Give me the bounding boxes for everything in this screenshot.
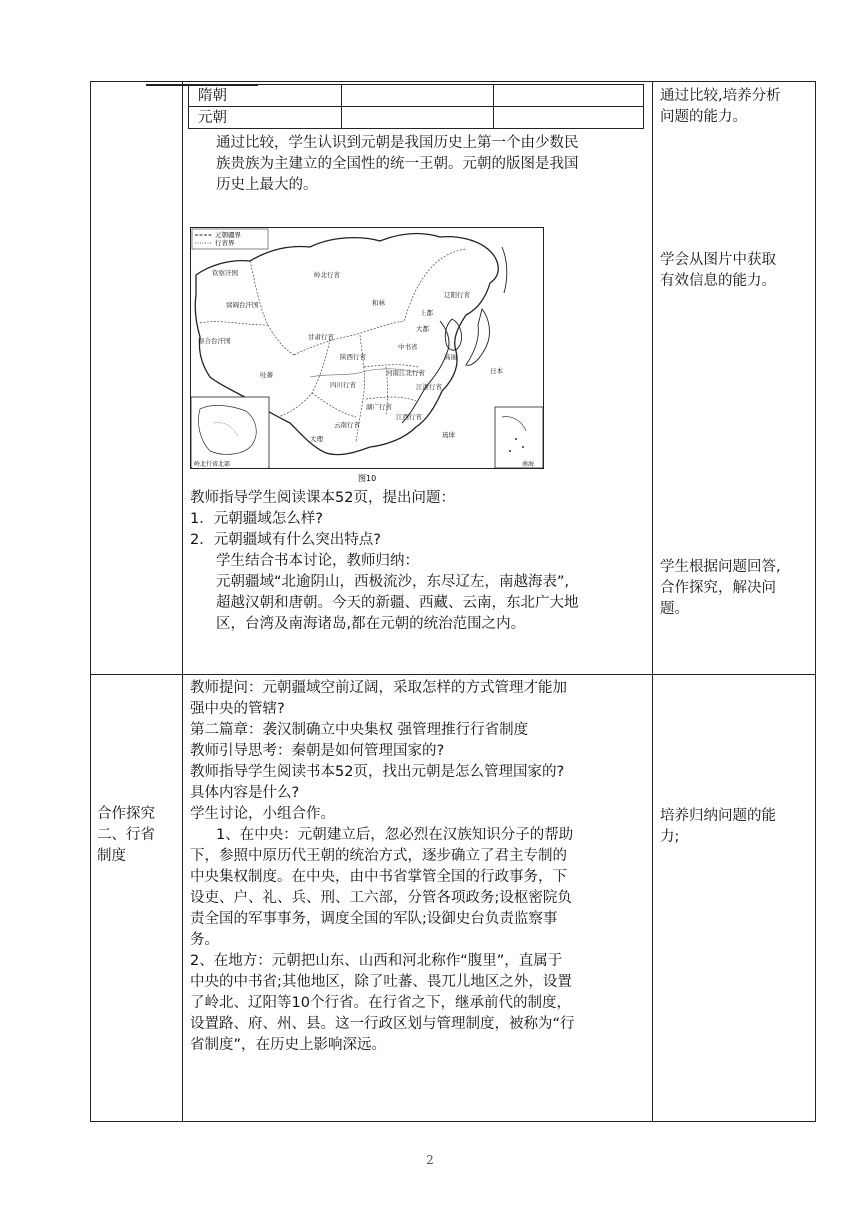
central-line: 务。 (190, 932, 219, 948)
inset-label: 南海 (522, 461, 535, 468)
table-right-border (815, 81, 816, 1122)
central-line: 设吏、户、礼、兵、刑、工六部，分管各项政务;设枢密院负 (190, 890, 572, 906)
column-divider-2 (652, 81, 653, 1122)
chapter-heading: 第二篇章：袭汉制确立中央集权 强管理推行行省制度 (190, 722, 529, 738)
map-label: 辽阳行省 (444, 291, 470, 299)
map-label: 大都 (416, 325, 429, 333)
map-label: 陕西行省 (340, 353, 366, 361)
map-label: 江浙行省 (416, 383, 442, 391)
legend-label: 行省界 (215, 239, 235, 247)
question-line: 2．元朝疆域有什么突出特点? (190, 532, 381, 548)
map-label: 窝阔台汗国 (226, 301, 259, 309)
map-label: 察合台汗国 (198, 337, 231, 345)
central-line: 1、在中央：元朝建立后，忽必烈在汉族知识分子的帮助 (216, 827, 574, 843)
summary-line: 通过比较，学生认识到元朝是我国历史上第一个由少数民 (216, 135, 579, 151)
central-line: 下，参照中原历代王朝的统治方式，逐步确立了君主专制的 (190, 848, 567, 864)
map-caption: 图10 (358, 474, 377, 483)
map-label: 江西行省 (396, 413, 422, 421)
table-left-border (90, 81, 91, 1122)
inner-table-left (188, 84, 189, 128)
comparison-summary (190, 133, 648, 196)
local-line: 了岭北、辽阳等10个行省。在行省之下，继承前代的制度， (190, 995, 571, 1011)
map-label: 中书省 (398, 343, 418, 351)
section-label-line: 二、行省 (97, 827, 155, 843)
inner-table-row-label: 隋朝 (198, 88, 227, 104)
map-label: 甘肃行省 (308, 333, 334, 341)
goal-line: 培养归纳问题的能 (660, 808, 776, 824)
map-label: 日本 (490, 367, 503, 375)
section-label (97, 804, 179, 867)
yuan-dynasty-map (190, 227, 544, 485)
section-label-line: 制度 (97, 848, 126, 864)
map-label: 四川行省 (330, 381, 356, 389)
goal-line: 问题的能力。 (660, 109, 747, 125)
row-divider (90, 674, 816, 675)
legend-label: 元朝疆界 (215, 231, 241, 239)
content-line: 教师指导学生阅读书本52页，找出元朝是怎么管理国家的? (190, 764, 565, 780)
inner-table-mid (188, 106, 644, 107)
map-inset-left (191, 397, 269, 468)
inner-table-row-label: 元朝 (198, 110, 227, 126)
map-label: 岭北行省 (314, 271, 340, 279)
table-bottom-border (90, 1121, 816, 1122)
map-label: 河南江北行省 (386, 369, 425, 377)
question-line: 1．元朝疆域怎么样? (190, 511, 323, 527)
map-inset-right (495, 407, 543, 468)
inner-table-right (643, 84, 644, 128)
central-line: 中央集权制度。在中央，由中书省掌管全国的行政事务，下 (190, 869, 567, 885)
inner-table-col-1 (341, 84, 342, 128)
page-number: 2 (426, 1153, 434, 1167)
table-top-border (90, 81, 816, 82)
map-label: 大理 (310, 435, 323, 443)
map-label: 湖广行省 (366, 403, 392, 411)
inner-table-bottom (188, 128, 644, 129)
goal-image-info (660, 250, 812, 292)
map-label: 钦察汗国 (212, 269, 238, 277)
local-line: 中央的中书省;其他地区，除了吐蕃、畏兀儿地区之外，设置 (190, 974, 572, 990)
content-line: 教师提问：元朝疆域空前辽阔，采取怎样的方式管理才能加 (190, 680, 567, 696)
goal-compare (660, 86, 812, 128)
content-line: 教师引导思考：秦朝是如何管理国家的? (190, 743, 445, 759)
section-label-line: 合作探究 (97, 806, 155, 822)
map-label: 和林 (372, 299, 385, 307)
map-label: 琉球 (442, 431, 455, 439)
content-line: 具体内容是什么? (190, 785, 300, 801)
content-line: 强中央的管辖? (190, 701, 285, 717)
discussion-line: 学生结合书本讨论，教师归纳： (216, 553, 419, 569)
map-label: 上都 (420, 309, 433, 317)
inner-table-col-2 (493, 84, 494, 128)
goal-line: 通过比较,培养分析 (660, 88, 781, 104)
summary-line: 历史上最大的。 (216, 177, 318, 193)
map-label: 云南行省 (334, 421, 360, 429)
goal-line: 力; (660, 829, 680, 845)
province-system-content (190, 678, 648, 1056)
summary-line: 族贵族为主建立的全国性的统一王朝。元朝的版图是我国 (216, 156, 579, 172)
guide-line: 教师指导学生阅读课本52页，提出问题： (190, 490, 455, 506)
discussion-line: 区，台湾及南海诸岛,都在元朝的统治范围之内。 (216, 616, 526, 632)
local-line: 省制度”，在历史上影响深远。 (190, 1037, 387, 1053)
goal-line: 题。 (660, 601, 689, 617)
central-line: 责全国的军事事务，调度全国的军队;设御史台负责监察事 (190, 911, 558, 927)
discussion-line: 元朝疆域“北逾阴山，西极流沙，东尽辽左，南越海表”, (216, 574, 570, 590)
goal-cooperation (660, 557, 812, 620)
goal-line: 学生根据问题回答, (660, 559, 781, 575)
inset-label: 岭北行省北部 (194, 461, 231, 468)
column-divider-1 (182, 81, 183, 1122)
inner-table-top (188, 84, 644, 85)
local-line: 2、在地方：元朝把山东、山西和河北称作“腹里”，直属于 (190, 953, 563, 969)
goal-line: 学会从图片中获取 (660, 252, 776, 268)
map-label: 高丽 (444, 353, 457, 361)
teacher-guide (190, 488, 648, 635)
map-label: 吐蕃 (260, 371, 273, 379)
goal-line: 有效信息的能力。 (660, 273, 776, 289)
goal-line: 合作探究，解决问 (660, 580, 776, 596)
local-line: 设置路、府、州、县。这一行政区划与管理制度，被称为“行 (190, 1016, 575, 1032)
map-legend (192, 229, 268, 249)
goal-summarize (660, 806, 812, 848)
discussion-line: 超越汉朝和唐朝。今天的新疆、西藏、云南，东北广大地 (216, 595, 579, 611)
content-line: 学生讨论，小组合作。 (190, 806, 335, 822)
